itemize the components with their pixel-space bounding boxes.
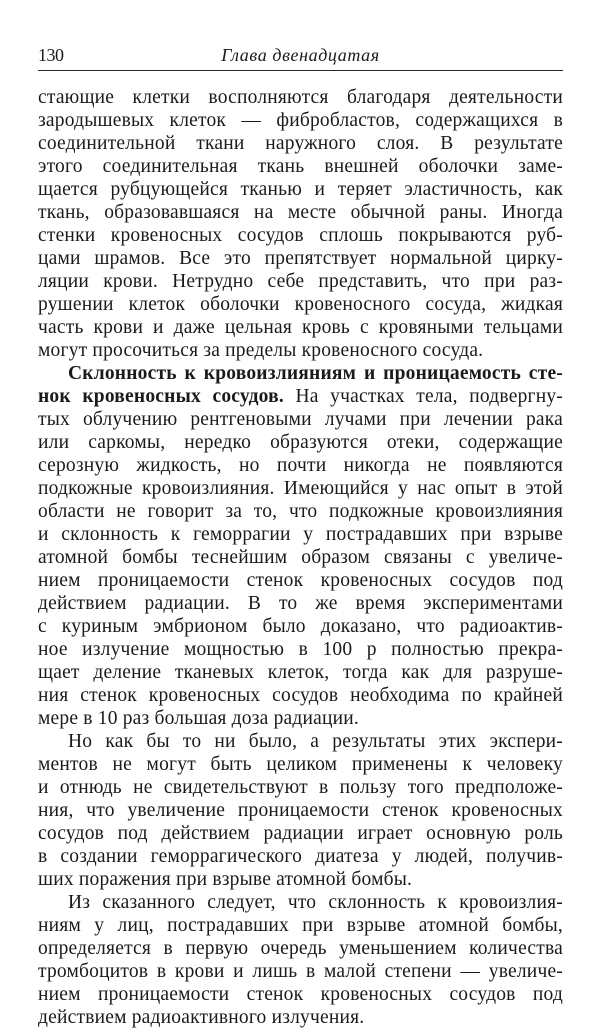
text-line: области не говорит за то, что подкожные кровоизлияния bbox=[38, 501, 563, 522]
text-line: ное излучение мощностью в 100 р полностью прекра- bbox=[38, 639, 563, 660]
text-line: стающие клетки восполняются благодаря деятельности bbox=[38, 87, 563, 108]
text-line: щает деление тканевых клеток, тогда как для разруше- bbox=[38, 662, 563, 683]
text-line: ляции крови. Нетрудно себе представить, что при раз- bbox=[38, 271, 563, 292]
running-head bbox=[38, 44, 563, 68]
text-line: тых облучению рентгеновыми лучами при лечении рака bbox=[38, 409, 563, 430]
text-line: нием проницаемости стенок кровеносных сосудов под bbox=[38, 570, 563, 591]
text-line: стенки кровеносных сосудов сплошь покрываются руб- bbox=[38, 225, 563, 246]
text-line: с куриным эмбрионом было доказано, что радиоактив- bbox=[38, 616, 563, 637]
text-line: ткань, образовавшаяся на месте обычной раны. Иногда bbox=[38, 202, 563, 223]
paragraph bbox=[38, 730, 563, 891]
text-line: и склонность к геморрагии у пострадавших при взрыве bbox=[38, 524, 563, 545]
text-line: или саркомы, нередко образуются отеки, содержащие bbox=[38, 432, 563, 453]
text-line: ментов не могут быть целиком применены к человеку bbox=[38, 754, 563, 775]
page-number: 130 bbox=[38, 45, 64, 65]
text-line: определяется в первую очередь уменьшением количества bbox=[38, 938, 563, 959]
body-text bbox=[38, 86, 563, 1029]
text-line: сосудов под действием радиации играет основную роль bbox=[38, 823, 563, 844]
paragraph-with-heading bbox=[38, 362, 563, 730]
text-line: действием радиации. В то же время экспериментами bbox=[38, 593, 563, 614]
text-line: этого соединительная ткань внешней оболочки заме- bbox=[38, 156, 563, 177]
text-line: могут просочиться за пределы кровеносного сосуда. bbox=[38, 340, 484, 361]
section-heading-line: Склонность к кровоизлияниям и проницаемость сте- bbox=[68, 363, 563, 384]
text-line: цами шрамов. Все это препятствует нормальной цирку- bbox=[38, 248, 563, 269]
text-line: ниям у лиц, пострадавших при взрыве атомной бомбы, bbox=[38, 915, 563, 936]
text-line: ния стенок кровеносных сосудов необходима по крайней bbox=[38, 685, 563, 706]
text-line: ших поражения при взрыве атомной бомбы. bbox=[38, 869, 413, 890]
text-line: Но как бы то ни было, а результаты этих экспери- bbox=[68, 731, 563, 752]
header-rule bbox=[38, 70, 563, 71]
text-line: зародышевых клеток — фибробластов, содержащихся в bbox=[38, 110, 563, 131]
text-line: серозную жидкость, но почти никогда не появляются bbox=[38, 455, 563, 476]
text-line: атомной бомбы теснейшим образом связаны с увеличе- bbox=[38, 547, 563, 568]
text-line: подкожные кровоизлияния. Имеющийся у нас опыт в этой bbox=[38, 478, 563, 499]
section-heading: нок кровеносных сосудов. bbox=[38, 386, 284, 407]
text-line: в создании геморрагического диатеза у людей, получив- bbox=[38, 846, 563, 867]
text-line: мере в 10 раз большая доза радиации. bbox=[38, 708, 359, 729]
text-line: рушении клеток оболочки кровеносного сосуда, жидкая bbox=[38, 294, 563, 315]
text-line: соединительной ткани наружного слоя. В результате bbox=[38, 133, 563, 154]
paragraph bbox=[38, 891, 563, 1029]
text-line: щается рубцующейся тканью и теряет эластичность, как bbox=[38, 179, 563, 200]
text-line: тромбоцитов в крови и лишь в малой степени — увеличе- bbox=[38, 961, 563, 982]
text-run: На участках тела, подвергну- bbox=[283, 386, 563, 407]
paragraph bbox=[38, 86, 563, 362]
text-line: и отнюдь не свидетельствуют в пользу того предположе- bbox=[38, 777, 563, 798]
text-line bbox=[38, 385, 563, 408]
text-line: действием радиоактивного излучения. bbox=[38, 1007, 365, 1028]
text-line: Из сказанного следует, что склонность к кровоизлия- bbox=[68, 892, 563, 913]
text-line: часть крови и даже цельная кровь с кровяными тельцами bbox=[38, 317, 563, 338]
text-line: нием проницаемости стенок кровеносных сосудов под bbox=[38, 984, 563, 1005]
chapter-title: Глава двенадцатая bbox=[221, 45, 380, 65]
text-line: ния, что увеличение проницаемости стенок кровеносных bbox=[38, 800, 563, 821]
